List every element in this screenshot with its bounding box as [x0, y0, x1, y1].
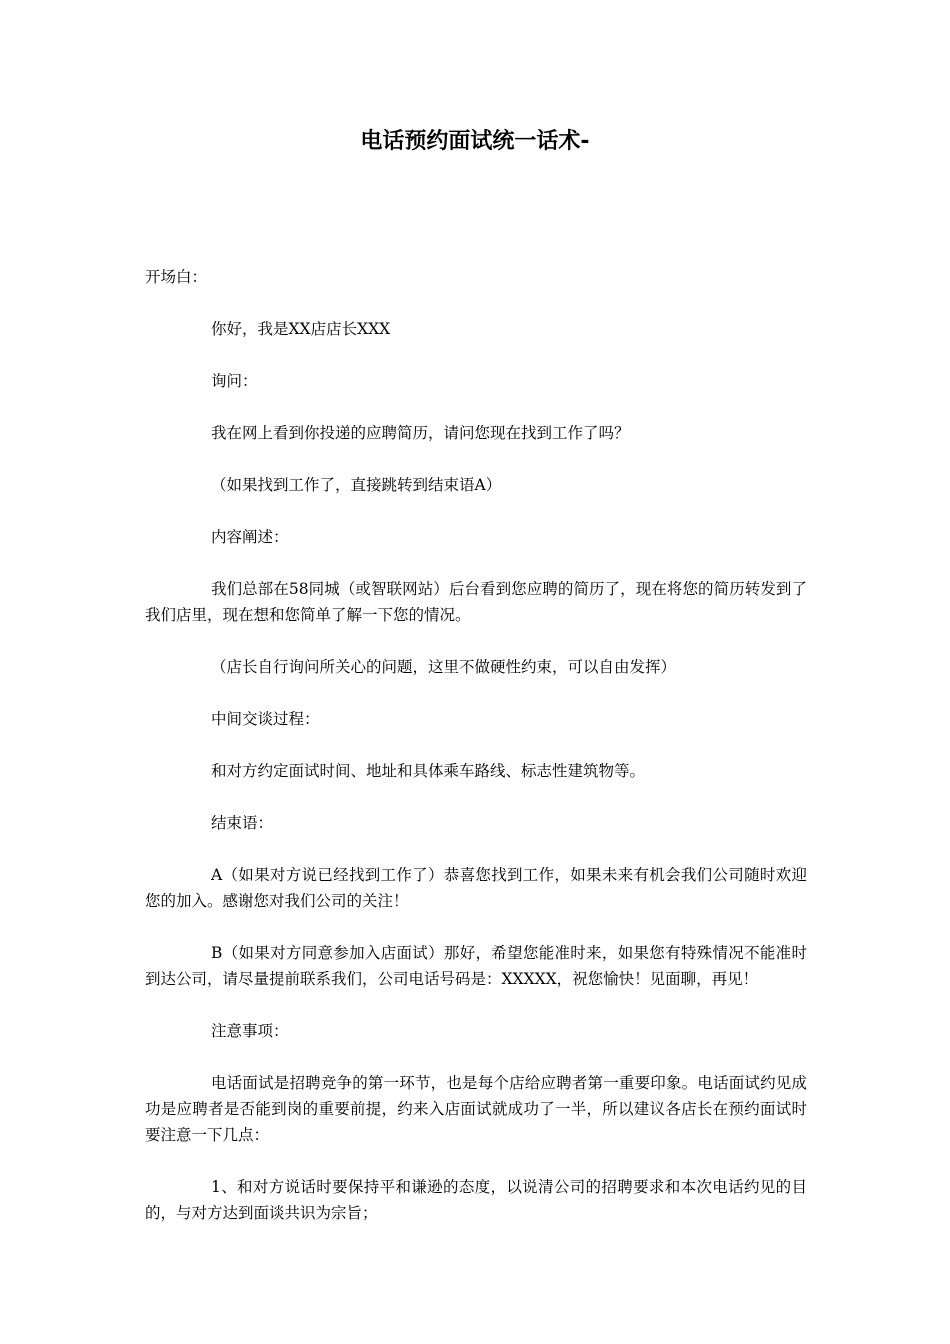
paragraph-content: 我们总部在58同城（或智联网站）后台看到您应聘的简历了，现在将您的简历转发到了我们店里，现在想和您简单了解一下您的情况。 — [145, 580, 807, 624]
paragraph-closing-a: A（如果对方说已经找到工作了）恭喜您找到工作，如果未来有机会我们公司随时欢迎您的加入。感谢您对我们公司的关注！ — [145, 866, 807, 910]
document-title: 电话预约面试统一话术- — [360, 129, 590, 154]
paragraph-greeting: 你好，我是XX店店长XXX — [211, 320, 391, 338]
paragraph-inquiry-note: （如果找到工作了，直接跳转到结束语A） — [211, 476, 502, 494]
section-heading-conversation: 中间交谈过程： — [211, 710, 320, 728]
paragraph-closing-b: B（如果对方同意参加入店面试）那好，希望您能准时来，如果您有特殊情况不能准时到达公司，请尽量提前联系我们，公司电话号码是：XXXXX，祝您愉快！见面聊，再见！ — [145, 944, 807, 988]
paragraph-inquiry: 我在网上看到你投递的应聘简历，请问您现在找到工作了吗？ — [211, 424, 630, 442]
section-heading-opening: 开场白： — [145, 268, 208, 286]
section-heading-content: 内容阐述： — [211, 528, 289, 546]
paragraph-conversation: 和对方约定面试时间、地址和具体乘车路线、标志性建筑物等。 — [211, 762, 646, 780]
section-heading-notes: 注意事项： — [211, 1022, 289, 1040]
paragraph-content-note: （店长自行询问所关心的问题，这里不做硬性约束，可以自由发挥） — [211, 658, 677, 676]
paragraph-notes-item-1: 1、和对方说话时要保持平和谦逊的态度，以说清公司的招聘要求和本次电话约见的目的，与对方达到面谈共识为宗旨； — [145, 1178, 807, 1222]
paragraph-notes-intro: 电话面试是招聘竞争的第一环节，也是每个店给应聘者第一重要印象。电话面试约见成功是应聘者是否能到岗的重要前提，约来入店面试就成功了一半，所以建议各店长在预约面试时要注意一下几点： — [145, 1074, 807, 1144]
section-heading-closing: 结束语： — [211, 814, 274, 832]
section-heading-inquiry: 询问： — [211, 372, 258, 390]
document-body — [145, 264, 807, 1252]
